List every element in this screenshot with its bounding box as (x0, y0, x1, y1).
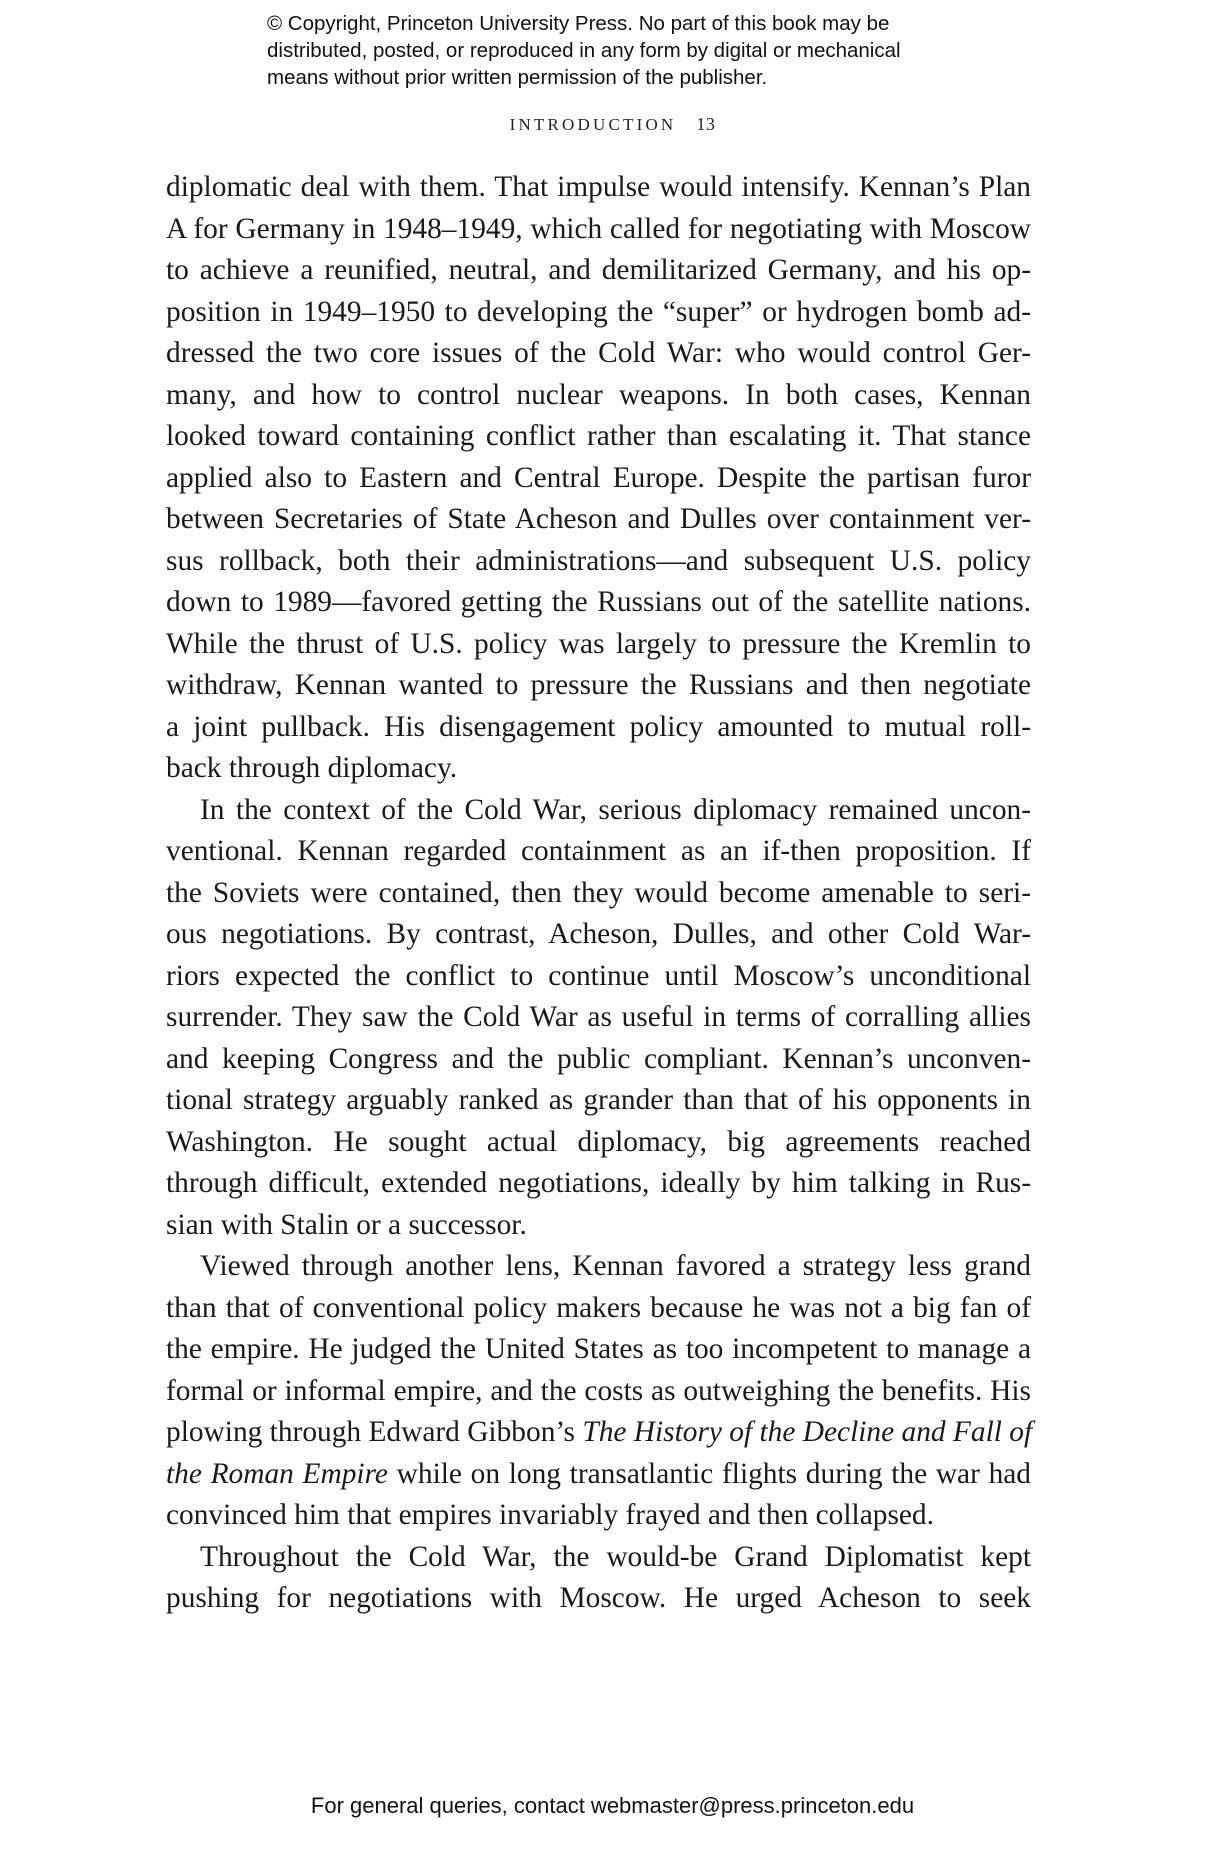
text-line: formal or informal empire, and the costs as outweighing the benefits. His (166, 1374, 1031, 1407)
text-line: tional strategy arguably ranked as grander than that of his opponents in (166, 1084, 1031, 1116)
book-title-italic: The History of the Decline and Fall of (582, 1416, 1033, 1448)
text-run: plowing through Edward Gibbon’s (166, 1416, 583, 1448)
text-line: Washington. He sought actual diplomacy, big agreements reached (166, 1125, 1031, 1158)
text-run: while on long transatlantic flights during the war had (387, 1457, 1032, 1490)
text-line: withdraw, Kennan wanted to pressure the Russians and then negotiate (166, 669, 1031, 701)
copyright-line: means without prior written permission of the publisher. (267, 66, 768, 89)
text-line: While the thrust of U.S. policy was largely to pressure the Kremlin to (166, 627, 1031, 660)
text-line: position in 1949–1950 to developing the “super” or hydrogen bomb ad- (166, 295, 1031, 328)
text-line: many, and how to control nuclear weapons. In both cases, Kennan (166, 378, 1031, 411)
text-line: convinced him that empires invariably frayed and then collapsed. (166, 1499, 934, 1531)
text-line: through difficult, extended negotiations, ideally by him talking in Rus- (166, 1167, 1031, 1199)
text-line: sian with Stalin or a successor. (166, 1208, 527, 1241)
body-text (166, 167, 1031, 1620)
text-line: a joint pullback. His disengagement policy amounted to mutual roll- (166, 710, 1031, 743)
text-line: than that of conventional policy makers because he was not a big fan of (166, 1291, 1031, 1324)
text-line: and keeping Congress and the public compliant. Kennan’s unconven- (166, 1042, 1031, 1075)
text-line: Throughout the Cold War, the would-be Grand Diplomatist kept (200, 1540, 1031, 1573)
text-line (166, 1454, 1031, 1496)
text-line: the Soviets were contained, then they would become amenable to seri- (166, 876, 1031, 909)
text-line: dressed the two core issues of the Cold War: who would control Ger- (166, 337, 1031, 369)
text-line: looked toward containing conflict rather than escalating it. That stance (166, 420, 1031, 452)
chapter-title: INTRODUCTION (509, 115, 677, 134)
text-line: diplomatic deal with them. That impulse would intensify. Kennan’s Plan (166, 171, 1031, 203)
text-line: In the context of the Cold War, serious diplomacy remained uncon- (200, 793, 1031, 826)
text-line: between Secretaries of State Acheson and Dulles over containment ver- (166, 503, 1031, 535)
copyright-line: distributed, posted, or reproduced in any form by digital or mechanical (267, 39, 901, 62)
text-line: applied also to Eastern and Central Europe. Despite the partisan furor (166, 461, 1031, 494)
copyright-notice (267, 10, 987, 91)
text-line: riors expected the conflict to continue until Moscow’s unconditional (166, 959, 1031, 992)
text-line (166, 1412, 1031, 1454)
page-number: 13 (696, 114, 716, 134)
text-line: ventional. Kennan regarded containment as an if-then proposition. If (166, 835, 1031, 867)
text-line: down to 1989—favored getting the Russians out of the satellite nations. (166, 586, 1031, 618)
text-line: sus rollback, both their administrations—and subsequent U.S. policy (166, 544, 1031, 577)
text-line: back through diplomacy. (166, 752, 458, 784)
text-line: the empire. He judged the United States as too incompetent to manage a (166, 1333, 1031, 1365)
text-line: to achieve a reunified, neutral, and demilitarized Germany, and his op- (166, 254, 1031, 286)
text-line: ous negotiations. By contrast, Acheson, Dulles, and other Cold War- (166, 918, 1031, 950)
text-line: Viewed through another lens, Kennan favored a strategy less grand (200, 1250, 1031, 1282)
book-title-italic: the Roman Empire (166, 1457, 388, 1490)
text-line: surrender. They saw the Cold War as useful in terms of corralling allies (166, 1001, 1031, 1033)
running-head (0, 114, 1225, 135)
copyright-line: © Copyright, Princeton University Press. No part of this book may be (267, 12, 890, 35)
footer-contact: For general queries, contact webmaster@press.princeton.edu (310, 1793, 915, 1818)
text-line: pushing for negotiations with Moscow. He urged Acheson to seek (166, 1582, 1031, 1614)
text-line: A for Germany in 1948–1949, which called for negotiating with Moscow (166, 212, 1031, 245)
